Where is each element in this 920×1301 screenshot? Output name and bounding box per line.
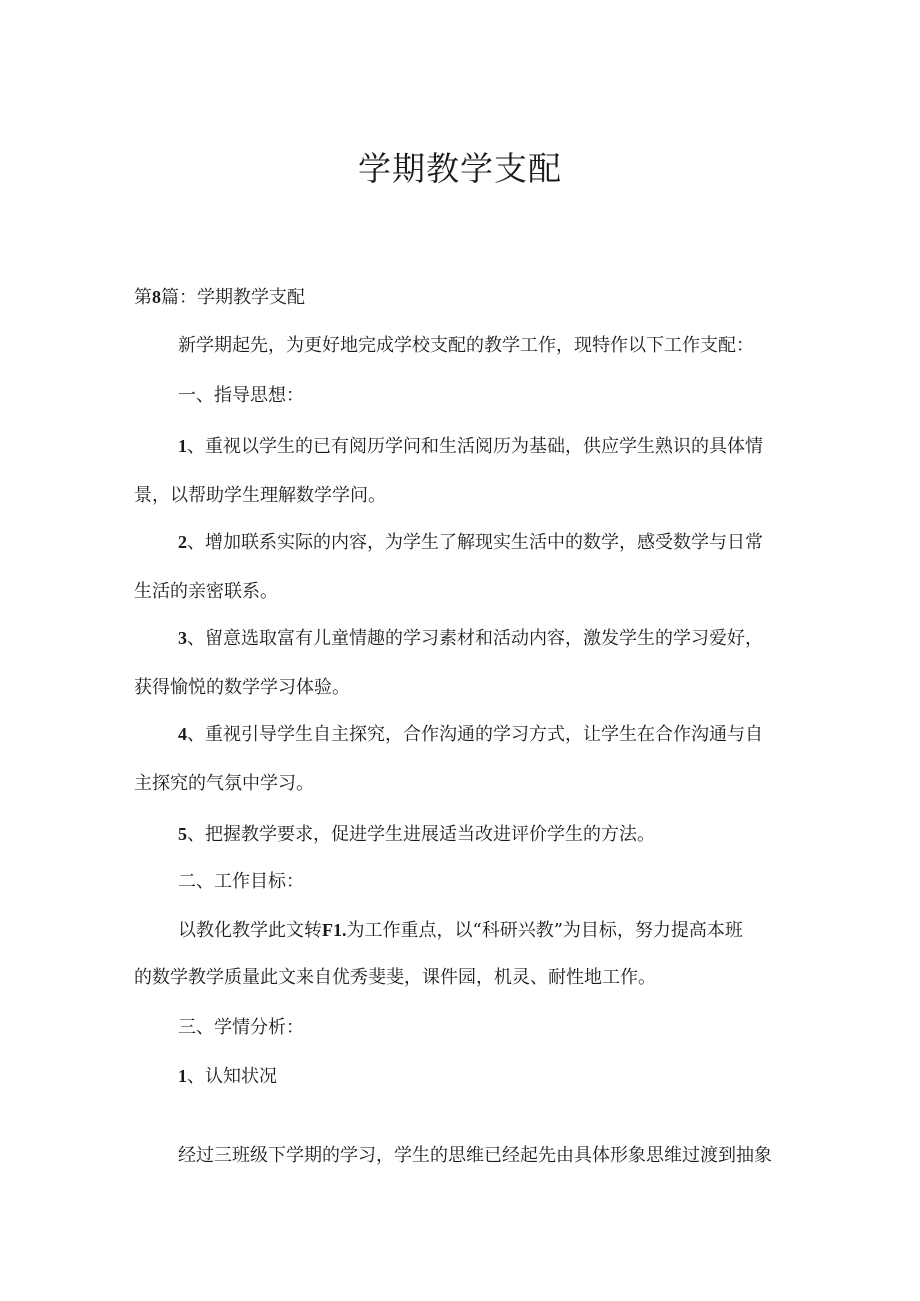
- list-item-2-cont: 生活的亲密联系。: [134, 581, 278, 602]
- item-text: 、重视引导学生自主探究，合作沟通的学习方式，让学生在合作沟通与自: [187, 724, 763, 745]
- goal-paragraph-cont: 的数学教学质量此文来自优秀斐斐，课件园，机灵、耐性地工作。: [134, 967, 656, 988]
- section-heading-goals: 二、工作目标：: [178, 871, 304, 892]
- item-number: 1: [178, 436, 187, 456]
- list-item-1-cont: 景，以帮助学生理解数学学问。: [134, 485, 386, 506]
- section-heading-guiding: 一、指导思想：: [178, 385, 304, 406]
- goal-text-post: 为工作重点，以“科研兴教”为目标，努力提高本班: [346, 920, 743, 941]
- heading-prefix: 第: [134, 287, 152, 308]
- item-number: 5: [178, 824, 187, 844]
- item-number: 3: [178, 628, 187, 648]
- list-item-1: [178, 433, 763, 460]
- heading-number: 8: [152, 287, 161, 307]
- item-text: 、增加联系实际的内容，为学生了解现实生活中的数学，感受数学与日常: [187, 532, 763, 553]
- list-item-4-cont: 主探究的气氛中学习。: [134, 773, 314, 794]
- heading-suffix: 篇：学期教学支配: [161, 287, 305, 308]
- goal-text-bold: F1.: [322, 920, 347, 940]
- item-number: 4: [178, 724, 187, 744]
- goal-paragraph: [178, 917, 743, 944]
- subsection-heading-cognition: [178, 1063, 277, 1090]
- document-title: 学期教学支配: [358, 149, 562, 188]
- item-text: 、把握教学要求，促进学生进展适当改进评价学生的方法。: [187, 824, 655, 845]
- item-text: 、重视以学生的已有阅历学问和生活阅历为基础，供应学生熟识的具体情: [187, 436, 763, 457]
- list-item-2: [178, 529, 763, 556]
- item-text: 、留意选取富有儿童情趣的学习素材和活动内容，激发学生的学习爱好，: [187, 628, 763, 649]
- list-item-4: [178, 721, 763, 748]
- article-heading: [134, 284, 305, 311]
- subsection-text: 、认知状况: [187, 1066, 277, 1087]
- list-item-5: [178, 821, 655, 848]
- item-number: 2: [178, 532, 187, 552]
- list-item-3-cont: 获得愉悦的数学学习体验。: [134, 677, 350, 698]
- section-heading-analysis: 三、学情分析：: [178, 1017, 304, 1038]
- list-item-3: [178, 625, 763, 652]
- intro-paragraph: 新学期起先，为更好地完成学校支配的教学工作，现特作以下工作支配：: [178, 335, 754, 356]
- goal-text-pre: 以教化教学此文转: [178, 920, 322, 941]
- analysis-paragraph: 经过三班级下学期的学习，学生的思维已经起先由具体形象思维过渡到抽象: [178, 1145, 772, 1166]
- subsection-number: 1: [178, 1066, 187, 1086]
